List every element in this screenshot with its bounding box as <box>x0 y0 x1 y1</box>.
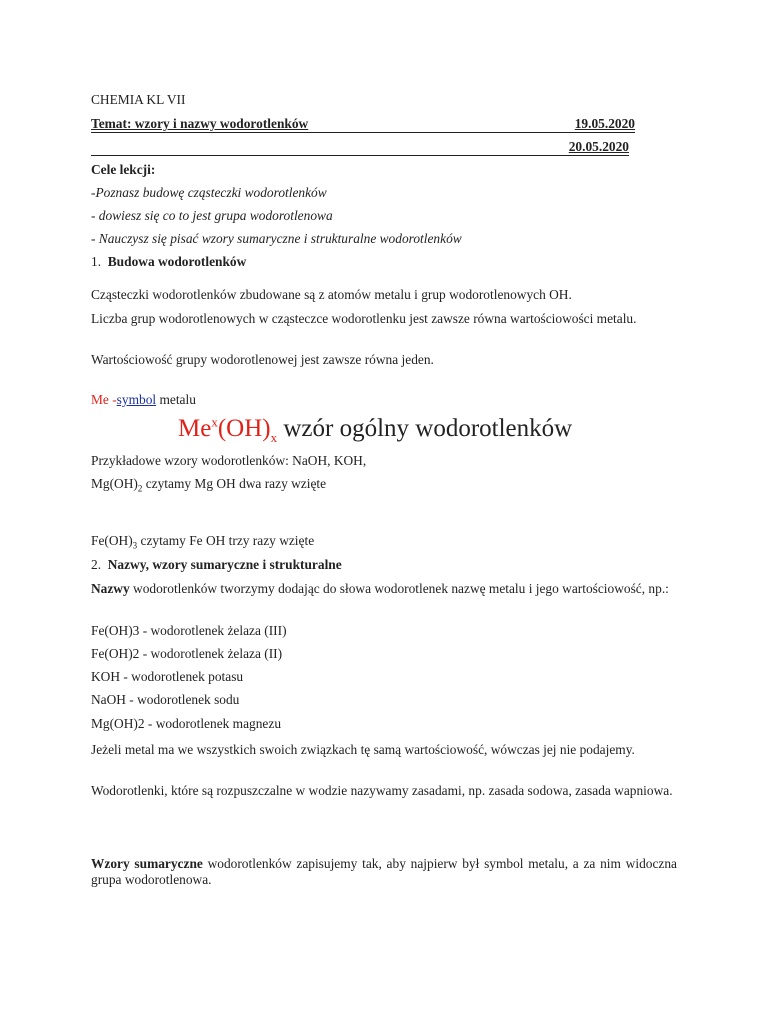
fe-subscript: 3 <box>132 540 138 551</box>
section-1-number: 1. <box>91 254 102 269</box>
me-label: Me <box>91 392 109 407</box>
me-symbol-line <box>91 392 677 408</box>
symbol-link[interactable]: symbol <box>116 392 157 407</box>
section-1-title: Budowa wodorotlenków <box>107 254 247 269</box>
summary-bold: Wzory sumaryczne <box>91 856 203 871</box>
names-paragraph <box>91 581 677 597</box>
mg-formula: Mg(OH) <box>91 476 138 491</box>
formula-oh: (OH) <box>217 415 271 442</box>
fe-text: czytamy Fe OH trzy razy wzięte <box>137 533 315 548</box>
date-second: 20.05.2020 <box>91 139 629 156</box>
goal-item-1: -Poznasz budowę cząsteczki wodorotlenków <box>91 185 327 200</box>
goal-item-3: - Nauczysz się pisać wzory sumaryczne i strukturalne wodorotlenków <box>91 231 462 246</box>
formula-description: wzór ogólny wodorotlenków <box>277 415 573 442</box>
paragraph-molecules: Cząsteczki wodorotlenków zbudowane są z atomów metalu i grup wodorotlenowych OH. <box>91 287 572 302</box>
name-example-1: Fe(OH)3 - wodorotlenek żelaza (III) <box>91 623 287 638</box>
me-rest: metalu <box>156 392 196 407</box>
date-first: 19.05.2020 <box>574 116 635 131</box>
section-2-number: 2. <box>91 557 102 572</box>
course-title: CHEMIA KL VII <box>91 92 186 107</box>
name-example-5: Mg(OH)2 - wodorotlenek magnezu <box>91 716 282 731</box>
section-2-title: Nazwy, wzory sumaryczne i strukturalne <box>107 557 342 572</box>
formula-superscript: x <box>211 414 218 430</box>
name-example-3: KOH - wodorotlenek potasu <box>91 669 244 684</box>
mg-reading-line <box>91 476 677 492</box>
name-example-2: Fe(OH)2 - wodorotlenek żelaza (II) <box>91 646 283 661</box>
summary-paragraph <box>91 856 677 888</box>
me-dash: - <box>108 392 117 407</box>
topic-line <box>91 116 677 133</box>
bases-note: Wodorotlenki, które są rozpuszczalne w wodzie nazywamy zasadami, np. zasada sodowa, zasada wapniowa. <box>91 783 673 798</box>
name-example-4: NaOH - wodorotlenek sodu <box>91 692 240 707</box>
second-date-line <box>91 139 677 156</box>
topic-title: Temat: wzory i nazwy wodorotlenków <box>91 116 309 131</box>
topic-row <box>91 116 635 133</box>
fe-formula: Fe(OH) <box>91 533 133 548</box>
goal-item-2: - dowiesz się co to jest grupa wodorotlenowa <box>91 208 333 223</box>
fe-reading-line <box>91 533 677 549</box>
section-1-heading <box>91 254 677 270</box>
paragraph-groups-count: Liczba grup wodorotlenowych w cząsteczce wodorotlenku jest zawsze równa wartościowości metalu. <box>91 311 637 326</box>
goals-heading: Cele lekcji: <box>91 162 156 177</box>
formula-me: Me <box>178 415 212 442</box>
formula-subscript: x <box>270 430 278 445</box>
mg-subscript: 2 <box>137 483 143 494</box>
section-2-heading <box>91 557 677 573</box>
mg-text: czytamy Mg OH dwa razy wzięte <box>142 476 327 491</box>
general-formula <box>178 414 572 444</box>
names-bold: Nazwy <box>91 581 130 596</box>
examples-line: Przykładowe wzory wodorotlenków: NaOH, KOH, <box>91 453 367 468</box>
names-rest: wodorotlenków tworzymy dodając do słowa wodorotlenek nazwę metalu i jego wartościowość, np.: <box>129 581 669 596</box>
valence-note: Jeżeli metal ma we wszystkich swoich związkach tę samą wartościowość, wówczas jej nie podajemy. <box>91 742 635 757</box>
paragraph-group-valence: Wartościowość grupy wodorotlenowej jest zawsze równa jeden. <box>91 352 434 367</box>
summary-rest: wodorotlenków zapisujemy tak, aby najpierw był symbol metalu, a za nim widoczna grupa wodorotlenowa. <box>91 856 677 887</box>
